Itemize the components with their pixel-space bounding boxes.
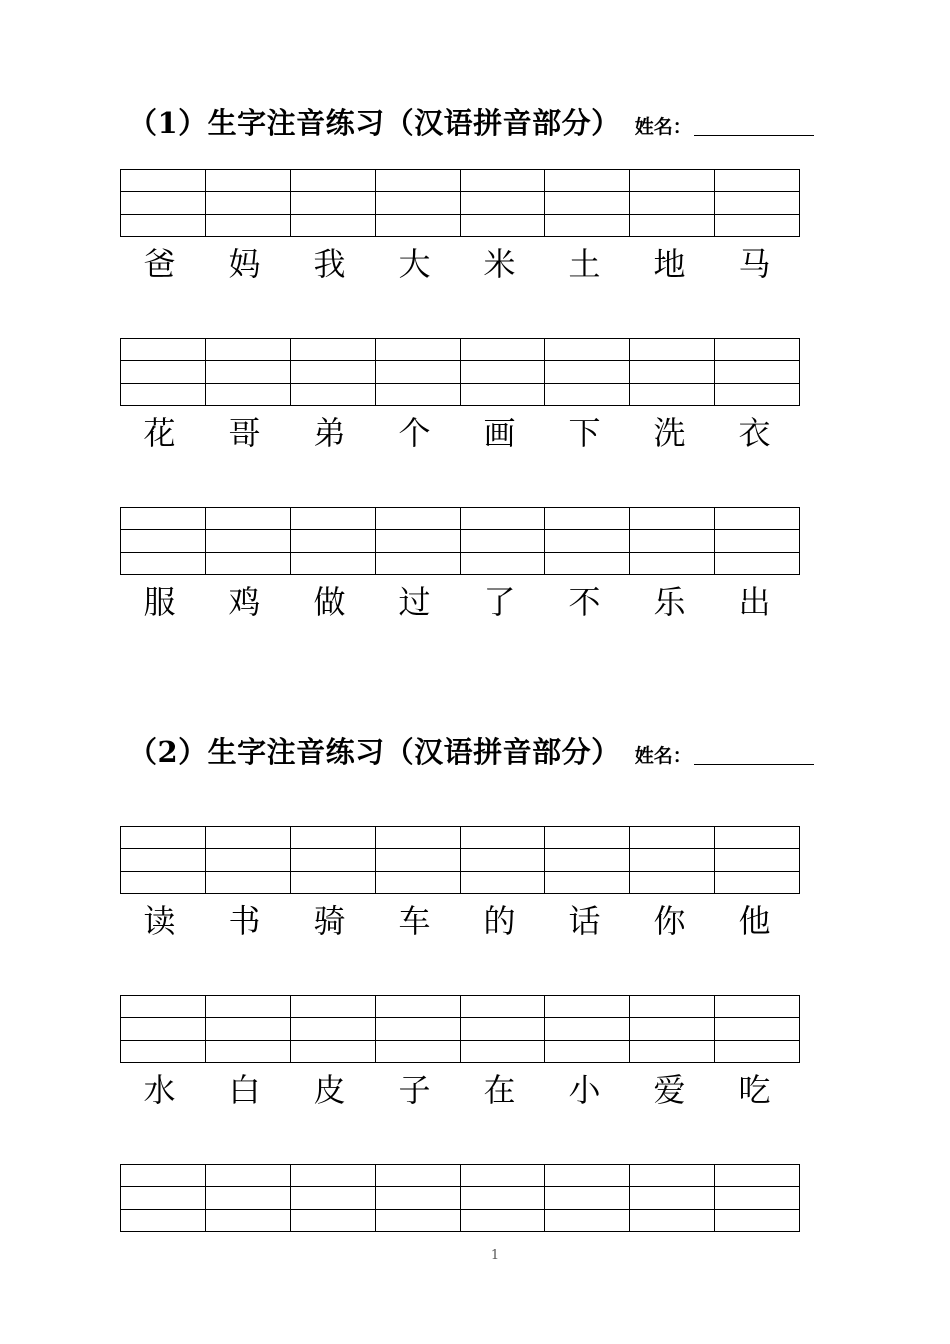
pinyin-cell[interactable]: [630, 170, 715, 192]
pinyin-cell[interactable]: [290, 214, 375, 236]
pinyin-cell[interactable]: [205, 827, 290, 849]
pinyin-writing-grid[interactable]: [120, 507, 800, 575]
pinyin-cell[interactable]: [375, 849, 460, 871]
hanzi-character: 在: [483, 1071, 516, 1109]
pinyin-cell[interactable]: [205, 552, 290, 574]
pinyin-cell[interactable]: [460, 1040, 545, 1062]
pinyin-cell[interactable]: [290, 508, 375, 530]
pinyin-cell[interactable]: [630, 1187, 715, 1209]
pinyin-cell[interactable]: [121, 1018, 206, 1040]
pinyin-cell[interactable]: [205, 192, 290, 214]
pinyin-cell[interactable]: [460, 1187, 545, 1209]
pinyin-cell[interactable]: [205, 1187, 290, 1209]
pinyin-cell[interactable]: [715, 361, 800, 383]
worksheet-1-header: [128, 98, 868, 142]
hanzi-character: 妈: [228, 245, 261, 283]
character-row: [120, 1070, 800, 1110]
pinyin-cell[interactable]: [460, 827, 545, 849]
hanzi-character: 爸: [143, 245, 176, 283]
pinyin-cell[interactable]: [545, 508, 630, 530]
pinyin-cell[interactable]: [630, 1165, 715, 1187]
hanzi-character: 马: [738, 245, 771, 283]
pinyin-cell[interactable]: [715, 1165, 800, 1187]
pinyin-cell[interactable]: [460, 996, 545, 1018]
pinyin-cell[interactable]: [290, 361, 375, 383]
pinyin-cell[interactable]: [715, 871, 800, 893]
pinyin-cell[interactable]: [715, 508, 800, 530]
pinyin-cell[interactable]: [290, 1209, 375, 1231]
hanzi-character: 爱: [653, 1071, 686, 1109]
hanzi-character: 小: [568, 1071, 601, 1109]
pinyin-cell[interactable]: [630, 214, 715, 236]
pinyin-cell[interactable]: [121, 827, 206, 849]
pinyin-cell[interactable]: [205, 361, 290, 383]
pinyin-cell[interactable]: [545, 996, 630, 1018]
pinyin-cell[interactable]: [290, 1040, 375, 1062]
pinyin-cell[interactable]: [375, 214, 460, 236]
hanzi-character: 话: [568, 902, 601, 940]
hanzi-character: 服: [143, 583, 176, 621]
pinyin-cell[interactable]: [375, 339, 460, 361]
pinyin-cell[interactable]: [121, 170, 206, 192]
pinyin-cell[interactable]: [205, 849, 290, 871]
pinyin-cell[interactable]: [545, 1040, 630, 1062]
pinyin-cell[interactable]: [545, 383, 630, 405]
hanzi-character: 衣: [738, 414, 771, 452]
pinyin-writing-grid[interactable]: [120, 826, 800, 894]
hanzi-character: 皮: [313, 1071, 346, 1109]
pinyin-cell[interactable]: [205, 339, 290, 361]
pinyin-cell[interactable]: [460, 849, 545, 871]
hanzi-character: 花: [143, 414, 176, 452]
pinyin-cell[interactable]: [460, 339, 545, 361]
pinyin-cell[interactable]: [205, 170, 290, 192]
pinyin-cell[interactable]: [205, 1018, 290, 1040]
pinyin-cell[interactable]: [290, 849, 375, 871]
worksheet-title: （1）生字注音练习（汉语拼音部分）: [128, 106, 621, 140]
pinyin-cell[interactable]: [205, 508, 290, 530]
pinyin-cell[interactable]: [545, 871, 630, 893]
hanzi-character: 乐: [653, 583, 686, 621]
pinyin-cell[interactable]: [545, 192, 630, 214]
hanzi-character: 出: [738, 583, 771, 621]
hanzi-character: 读: [143, 902, 176, 940]
pinyin-cell[interactable]: [375, 1209, 460, 1231]
pinyin-cell[interactable]: [630, 996, 715, 1018]
pinyin-cell[interactable]: [715, 827, 800, 849]
hanzi-character: 土: [568, 245, 601, 283]
pinyin-cell[interactable]: [630, 1209, 715, 1231]
pinyin-cell[interactable]: [630, 849, 715, 871]
pinyin-cell[interactable]: [121, 361, 206, 383]
pinyin-cell[interactable]: [290, 170, 375, 192]
pinyin-cell[interactable]: [375, 361, 460, 383]
pinyin-cell[interactable]: [375, 1018, 460, 1040]
pinyin-cell[interactable]: [290, 383, 375, 405]
pinyin-cell[interactable]: [460, 192, 545, 214]
hanzi-character: 下: [568, 414, 601, 452]
pinyin-cell[interactable]: [460, 361, 545, 383]
pinyin-cell[interactable]: [290, 552, 375, 574]
hanzi-character: 弟: [313, 414, 346, 452]
hanzi-character: 画: [483, 414, 516, 452]
hanzi-character: 子: [398, 1071, 431, 1109]
pinyin-cell[interactable]: [630, 508, 715, 530]
pinyin-cell[interactable]: [630, 361, 715, 383]
pinyin-cell[interactable]: [715, 1209, 800, 1231]
page-number: 1: [490, 1248, 500, 1263]
pinyin-cell[interactable]: [460, 1209, 545, 1231]
character-row: [120, 244, 800, 284]
pinyin-cell[interactable]: [290, 871, 375, 893]
worksheet-title: （2）生字注音练习（汉语拼音部分）: [128, 735, 621, 769]
pinyin-cell[interactable]: [121, 192, 206, 214]
hanzi-character: 了: [483, 583, 516, 621]
pinyin-cell[interactable]: [375, 1165, 460, 1187]
pinyin-cell[interactable]: [121, 383, 206, 405]
pinyin-cell[interactable]: [545, 849, 630, 871]
pinyin-cell[interactable]: [121, 849, 206, 871]
hanzi-character: 不: [568, 583, 601, 621]
pinyin-cell[interactable]: [290, 827, 375, 849]
hanzi-character: 个: [398, 414, 431, 452]
pinyin-cell[interactable]: [375, 170, 460, 192]
pinyin-cell[interactable]: [545, 552, 630, 574]
pinyin-cell[interactable]: [715, 530, 800, 552]
hanzi-character: 大: [398, 245, 431, 283]
pinyin-cell[interactable]: [715, 339, 800, 361]
pinyin-cell[interactable]: [715, 1018, 800, 1040]
pinyin-cell[interactable]: [290, 530, 375, 552]
pinyin-cell[interactable]: [375, 508, 460, 530]
pinyin-cell[interactable]: [715, 170, 800, 192]
name-blank-field[interactable]: [694, 113, 814, 136]
hanzi-character: 我: [313, 245, 346, 283]
pinyin-cell[interactable]: [375, 827, 460, 849]
pinyin-cell[interactable]: [630, 339, 715, 361]
pinyin-cell[interactable]: [630, 1018, 715, 1040]
pinyin-cell[interactable]: [460, 1018, 545, 1040]
hanzi-character: 水: [143, 1071, 176, 1109]
pinyin-cell[interactable]: [545, 1018, 630, 1040]
worksheet-2-header: [128, 727, 868, 771]
pinyin-cell[interactable]: [121, 1187, 206, 1209]
pinyin-cell[interactable]: [460, 508, 545, 530]
pinyin-cell[interactable]: [715, 552, 800, 574]
character-row: [120, 901, 800, 941]
name-label: 姓名：: [634, 745, 692, 767]
pinyin-cell[interactable]: [545, 1187, 630, 1209]
pinyin-cell[interactable]: [545, 361, 630, 383]
pinyin-cell[interactable]: [545, 1165, 630, 1187]
pinyin-cell[interactable]: [715, 1040, 800, 1062]
pinyin-writing-grid[interactable]: [120, 1164, 800, 1232]
pinyin-cell[interactable]: [715, 214, 800, 236]
pinyin-cell[interactable]: [121, 214, 206, 236]
pinyin-cell[interactable]: [715, 996, 800, 1018]
pinyin-cell[interactable]: [290, 1018, 375, 1040]
pinyin-cell[interactable]: [460, 383, 545, 405]
pinyin-cell[interactable]: [375, 1187, 460, 1209]
pinyin-cell[interactable]: [630, 1040, 715, 1062]
pinyin-cell[interactable]: [460, 214, 545, 236]
hanzi-character: 地: [653, 245, 686, 283]
pinyin-cell[interactable]: [205, 383, 290, 405]
pinyin-cell[interactable]: [121, 871, 206, 893]
pinyin-cell[interactable]: [545, 214, 630, 236]
pinyin-cell[interactable]: [630, 827, 715, 849]
pinyin-cell[interactable]: [121, 508, 206, 530]
pinyin-cell[interactable]: [375, 530, 460, 552]
pinyin-cell[interactable]: [375, 192, 460, 214]
pinyin-writing-grid[interactable]: [120, 169, 800, 237]
hanzi-character: 鸡: [228, 583, 261, 621]
pinyin-cell[interactable]: [545, 170, 630, 192]
pinyin-cell[interactable]: [545, 827, 630, 849]
name-label: 姓名：: [634, 116, 692, 138]
pinyin-cell[interactable]: [545, 530, 630, 552]
hanzi-character: 白: [228, 1071, 261, 1109]
pinyin-cell[interactable]: [460, 871, 545, 893]
pinyin-cell[interactable]: [121, 1209, 206, 1231]
pinyin-cell[interactable]: [630, 383, 715, 405]
pinyin-cell[interactable]: [290, 339, 375, 361]
hanzi-character: 洗: [653, 414, 686, 452]
pinyin-writing-grid[interactable]: [120, 338, 800, 406]
pinyin-cell[interactable]: [205, 214, 290, 236]
pinyin-cell[interactable]: [460, 1165, 545, 1187]
pinyin-cell[interactable]: [375, 552, 460, 574]
pinyin-cell[interactable]: [290, 1165, 375, 1187]
pinyin-cell[interactable]: [460, 170, 545, 192]
hanzi-character: 过: [398, 583, 431, 621]
pinyin-cell[interactable]: [375, 996, 460, 1018]
hanzi-character: 书: [228, 902, 261, 940]
pinyin-cell[interactable]: [290, 192, 375, 214]
pinyin-cell[interactable]: [121, 1040, 206, 1062]
pinyin-writing-grid[interactable]: [120, 995, 800, 1063]
pinyin-cell[interactable]: [290, 1187, 375, 1209]
pinyin-cell[interactable]: [460, 552, 545, 574]
pinyin-cell[interactable]: [375, 1040, 460, 1062]
character-row: [120, 582, 800, 622]
pinyin-cell[interactable]: [715, 849, 800, 871]
pinyin-cell[interactable]: [121, 530, 206, 552]
pinyin-cell[interactable]: [630, 552, 715, 574]
pinyin-cell[interactable]: [290, 996, 375, 1018]
name-blank-field[interactable]: [694, 742, 814, 765]
hanzi-character: 做: [313, 583, 346, 621]
pinyin-cell[interactable]: [460, 530, 545, 552]
hanzi-character: 哥: [228, 414, 261, 452]
pinyin-cell[interactable]: [545, 339, 630, 361]
pinyin-cell[interactable]: [630, 192, 715, 214]
pinyin-cell[interactable]: [715, 383, 800, 405]
hanzi-character: 车: [398, 902, 431, 940]
hanzi-character: 的: [483, 902, 516, 940]
pinyin-cell[interactable]: [205, 1209, 290, 1231]
pinyin-cell[interactable]: [121, 1165, 206, 1187]
character-row: [120, 413, 800, 453]
pinyin-cell[interactable]: [205, 871, 290, 893]
hanzi-character: 吃: [738, 1071, 771, 1109]
pinyin-cell[interactable]: [205, 530, 290, 552]
pinyin-cell[interactable]: [121, 552, 206, 574]
hanzi-character: 米: [483, 245, 516, 283]
pinyin-cell[interactable]: [545, 1209, 630, 1231]
hanzi-character: 你: [653, 902, 686, 940]
hanzi-character: 他: [738, 902, 771, 940]
pinyin-cell[interactable]: [121, 339, 206, 361]
pinyin-cell[interactable]: [121, 996, 206, 1018]
pinyin-cell[interactable]: [630, 530, 715, 552]
pinyin-cell[interactable]: [375, 383, 460, 405]
pinyin-cell[interactable]: [715, 192, 800, 214]
pinyin-cell[interactable]: [715, 1187, 800, 1209]
pinyin-cell[interactable]: [205, 996, 290, 1018]
hanzi-character: 骑: [313, 902, 346, 940]
pinyin-cell[interactable]: [205, 1040, 290, 1062]
pinyin-cell[interactable]: [375, 871, 460, 893]
pinyin-cell[interactable]: [630, 871, 715, 893]
pinyin-cell[interactable]: [205, 1165, 290, 1187]
